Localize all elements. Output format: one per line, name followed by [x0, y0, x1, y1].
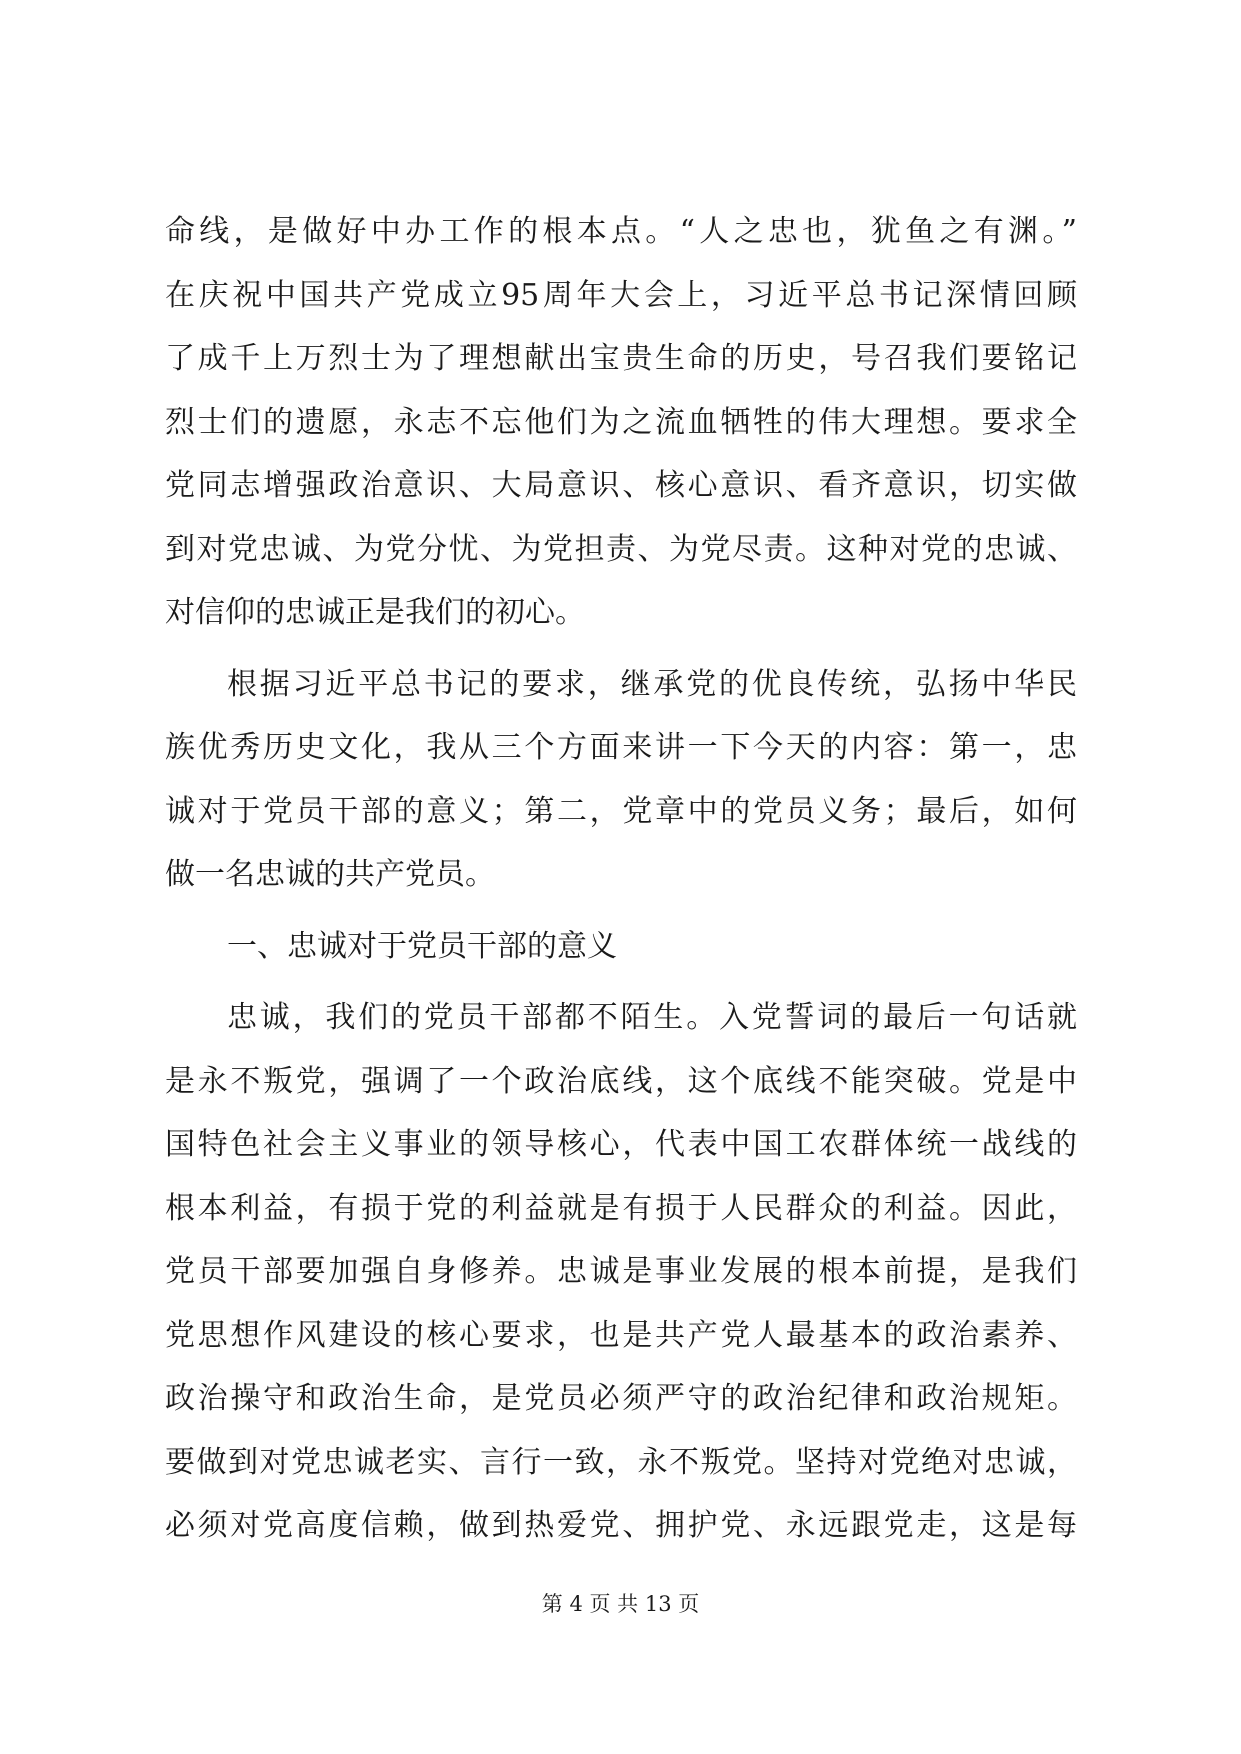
- paragraph: [165, 986, 1077, 1558]
- text-line: 要做到对党忠诚老实、言行一致，永不叛党。坚持对党绝对忠诚，: [165, 1444, 1077, 1480]
- text-line: 命线，是做好中办工作的根本点。“人之忠也，犹鱼之有渊。”: [165, 214, 1077, 249]
- text-line: 族优秀历史文化，我从三个方面来讲一下今天的内容：第一，忠: [165, 730, 1077, 765]
- text-line: 是永不叛党，强调了一个政治底线，这个底线不能突破。党是中: [165, 1063, 1077, 1099]
- text-line: 必须对党高度信赖，做到热爱党、拥护党、永远跟党走，这是每: [165, 1508, 1077, 1543]
- text-line: 烈士们的遗愿，永志不忘他们为之流血牺牲的伟大理想。要求全: [165, 404, 1077, 440]
- text-line: 党员干部要加强自身修养。忠诚是事业发展的根本前提，是我们: [165, 1254, 1077, 1289]
- paragraph: [165, 653, 1077, 907]
- text-line: 党思想作风建设的核心要求，也是共产党人最基本的政治素养、: [165, 1317, 1077, 1353]
- text-line: 对信仰的忠诚正是我们的初心。: [165, 595, 585, 630]
- text-line: 党同志增强政治意识、大局意识、核心意识、看齐意识，切实做: [165, 468, 1077, 503]
- text-line: 诚对于党员干部的意义；第二，党章中的党员义务；最后，如何: [165, 793, 1077, 829]
- text-line: 在庆祝中国共产党成立95周年大会上，习近平总书记深情回顾: [165, 277, 1077, 313]
- section-heading: 一、忠诚对于党员干部的意义: [227, 928, 617, 964]
- text-line: 做一名忠诚的共产党员。: [165, 857, 495, 892]
- text-line: 忠诚，我们的党员干部都不陌生。入党誓词的最后一句话就: [227, 1000, 1077, 1035]
- text-line: 了成千上万烈士为了理想献出宝贵生命的历史，号召我们要铭记: [165, 341, 1077, 376]
- paragraph: [165, 200, 1077, 645]
- text-line: 根本利益，有损于党的利益就是有损于人民群众的利益。因此，: [165, 1190, 1077, 1226]
- page-number-label: 第 4 页 共 13 页: [541, 1592, 700, 1616]
- text-line: 国特色社会主义事业的领导核心，代表中国工农群体统一战线的: [165, 1127, 1077, 1162]
- text-line: 到对党忠诚、为党分忧、为党担责、为党尽责。这种对党的忠诚、: [165, 531, 1077, 567]
- page-footer: [0, 1588, 1241, 1618]
- text-line: 根据习近平总书记的要求，继承党的优良传统，弘扬中华民: [227, 666, 1077, 702]
- document-body: [165, 200, 1077, 1558]
- text-line: 政治操守和政治生命，是党员必须严守的政治纪律和政治规矩。: [165, 1381, 1077, 1416]
